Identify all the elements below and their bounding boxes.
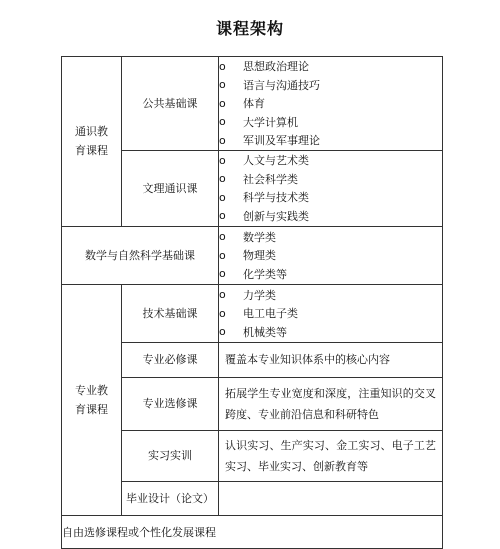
category-math-science (62, 226, 219, 284)
list-item: o 机械类等 (219, 325, 287, 339)
bullet-icon: o (219, 153, 226, 167)
subcategory-label: 公共基础课 (142, 96, 198, 110)
row-free-elective (62, 515, 443, 548)
bullet-list (219, 57, 442, 150)
list-item: o 电工电子类 (219, 306, 298, 320)
list-item: o 科学与技术类 (219, 190, 309, 205)
list-item: o 军训及军事理论 (219, 133, 320, 148)
bullet-icon: o (219, 248, 226, 262)
bullet-icon: o (219, 230, 226, 243)
subcategory-tech-basic (122, 284, 219, 342)
subcategory-practice (122, 430, 219, 481)
required-desc-cell (219, 342, 443, 377)
list-item: o 物理类 (219, 248, 276, 262)
math-science-list-cell (219, 226, 443, 284)
bullet-icon: o (219, 267, 226, 280)
bullet-icon: o (219, 209, 226, 223)
elective-desc-cell (219, 377, 443, 430)
list-item: o 化学类等 (219, 267, 287, 281)
list-item: o 力学类 (219, 288, 276, 302)
bullet-icon: o (219, 59, 226, 73)
category-label: 专业教育课程 (75, 383, 108, 416)
bullet-list (219, 285, 442, 341)
subcategory-label: 专业必修课 (142, 353, 198, 366)
subcategory-public-basic (122, 57, 219, 151)
list-item: o 数学类 (219, 230, 276, 244)
subcategory-label: 技术基础课 (142, 306, 198, 320)
bullet-icon: o (219, 96, 226, 110)
bullet-list (219, 227, 442, 283)
bullet-list (219, 151, 442, 225)
tech-basic-list-cell (219, 284, 443, 342)
subcategory-liberal-arts (122, 150, 219, 226)
list-item: o 思想政治理论 (219, 59, 309, 74)
category-label: 通识教育课程 (75, 125, 108, 158)
public-basic-list-cell (219, 57, 443, 151)
thesis-desc-cell (219, 481, 443, 515)
category-free-elective (62, 515, 443, 548)
category-general-education (62, 57, 122, 227)
row-math-science (62, 226, 443, 284)
row-tech-basic (62, 284, 443, 342)
subcategory-label: 实习实训 (148, 449, 192, 462)
subcategory-thesis (122, 481, 219, 515)
course-framework-table (61, 56, 443, 549)
bullet-icon: o (219, 306, 226, 320)
bullet-icon: o (219, 115, 226, 129)
list-item: o 体育 (219, 96, 265, 111)
row-public-basic (62, 57, 443, 151)
subcategory-elective (122, 377, 219, 430)
list-item: o 语言与沟通技巧 (219, 78, 320, 92)
bullet-icon: o (219, 325, 226, 338)
thesis-description (219, 494, 442, 502)
list-item: o 大学计算机 (219, 115, 298, 129)
category-label: 数学与自然科学基础课 (85, 248, 195, 262)
practice-description: 认识实习、生产实习、金工实习、电子工艺实习、毕业实习、创新教育等 (225, 438, 436, 473)
list-item: o 创新与实践类 (219, 209, 309, 223)
bullet-icon: o (219, 78, 226, 92)
page-title: 课程架构 (215, 19, 284, 38)
liberal-arts-list-cell (219, 150, 443, 226)
list-item: o 社会科学类 (219, 172, 298, 186)
elective-description: 拓展学生专业宽度和深度，注重知识的交叉跨度、专业前沿信息和科研特色 (225, 386, 436, 421)
subcategory-label: 毕业设计（论文） (126, 491, 214, 505)
bullet-icon: o (219, 172, 226, 186)
subcategory-label: 文理通识课 (142, 181, 198, 195)
bullet-icon: o (219, 190, 226, 204)
category-professional-education (62, 284, 122, 515)
subcategory-label: 专业选修课 (142, 397, 198, 410)
bullet-icon: o (219, 288, 226, 301)
practice-desc-cell (219, 430, 443, 481)
list-item: o 人文与艺术类 (219, 153, 309, 168)
category-label: 自由选修课程或个性化发展课程 (62, 525, 216, 539)
bullet-icon: o (219, 133, 226, 147)
required-description: 覆盖本专业知识体系中的核心内容 (225, 353, 390, 366)
subcategory-required (122, 342, 219, 377)
